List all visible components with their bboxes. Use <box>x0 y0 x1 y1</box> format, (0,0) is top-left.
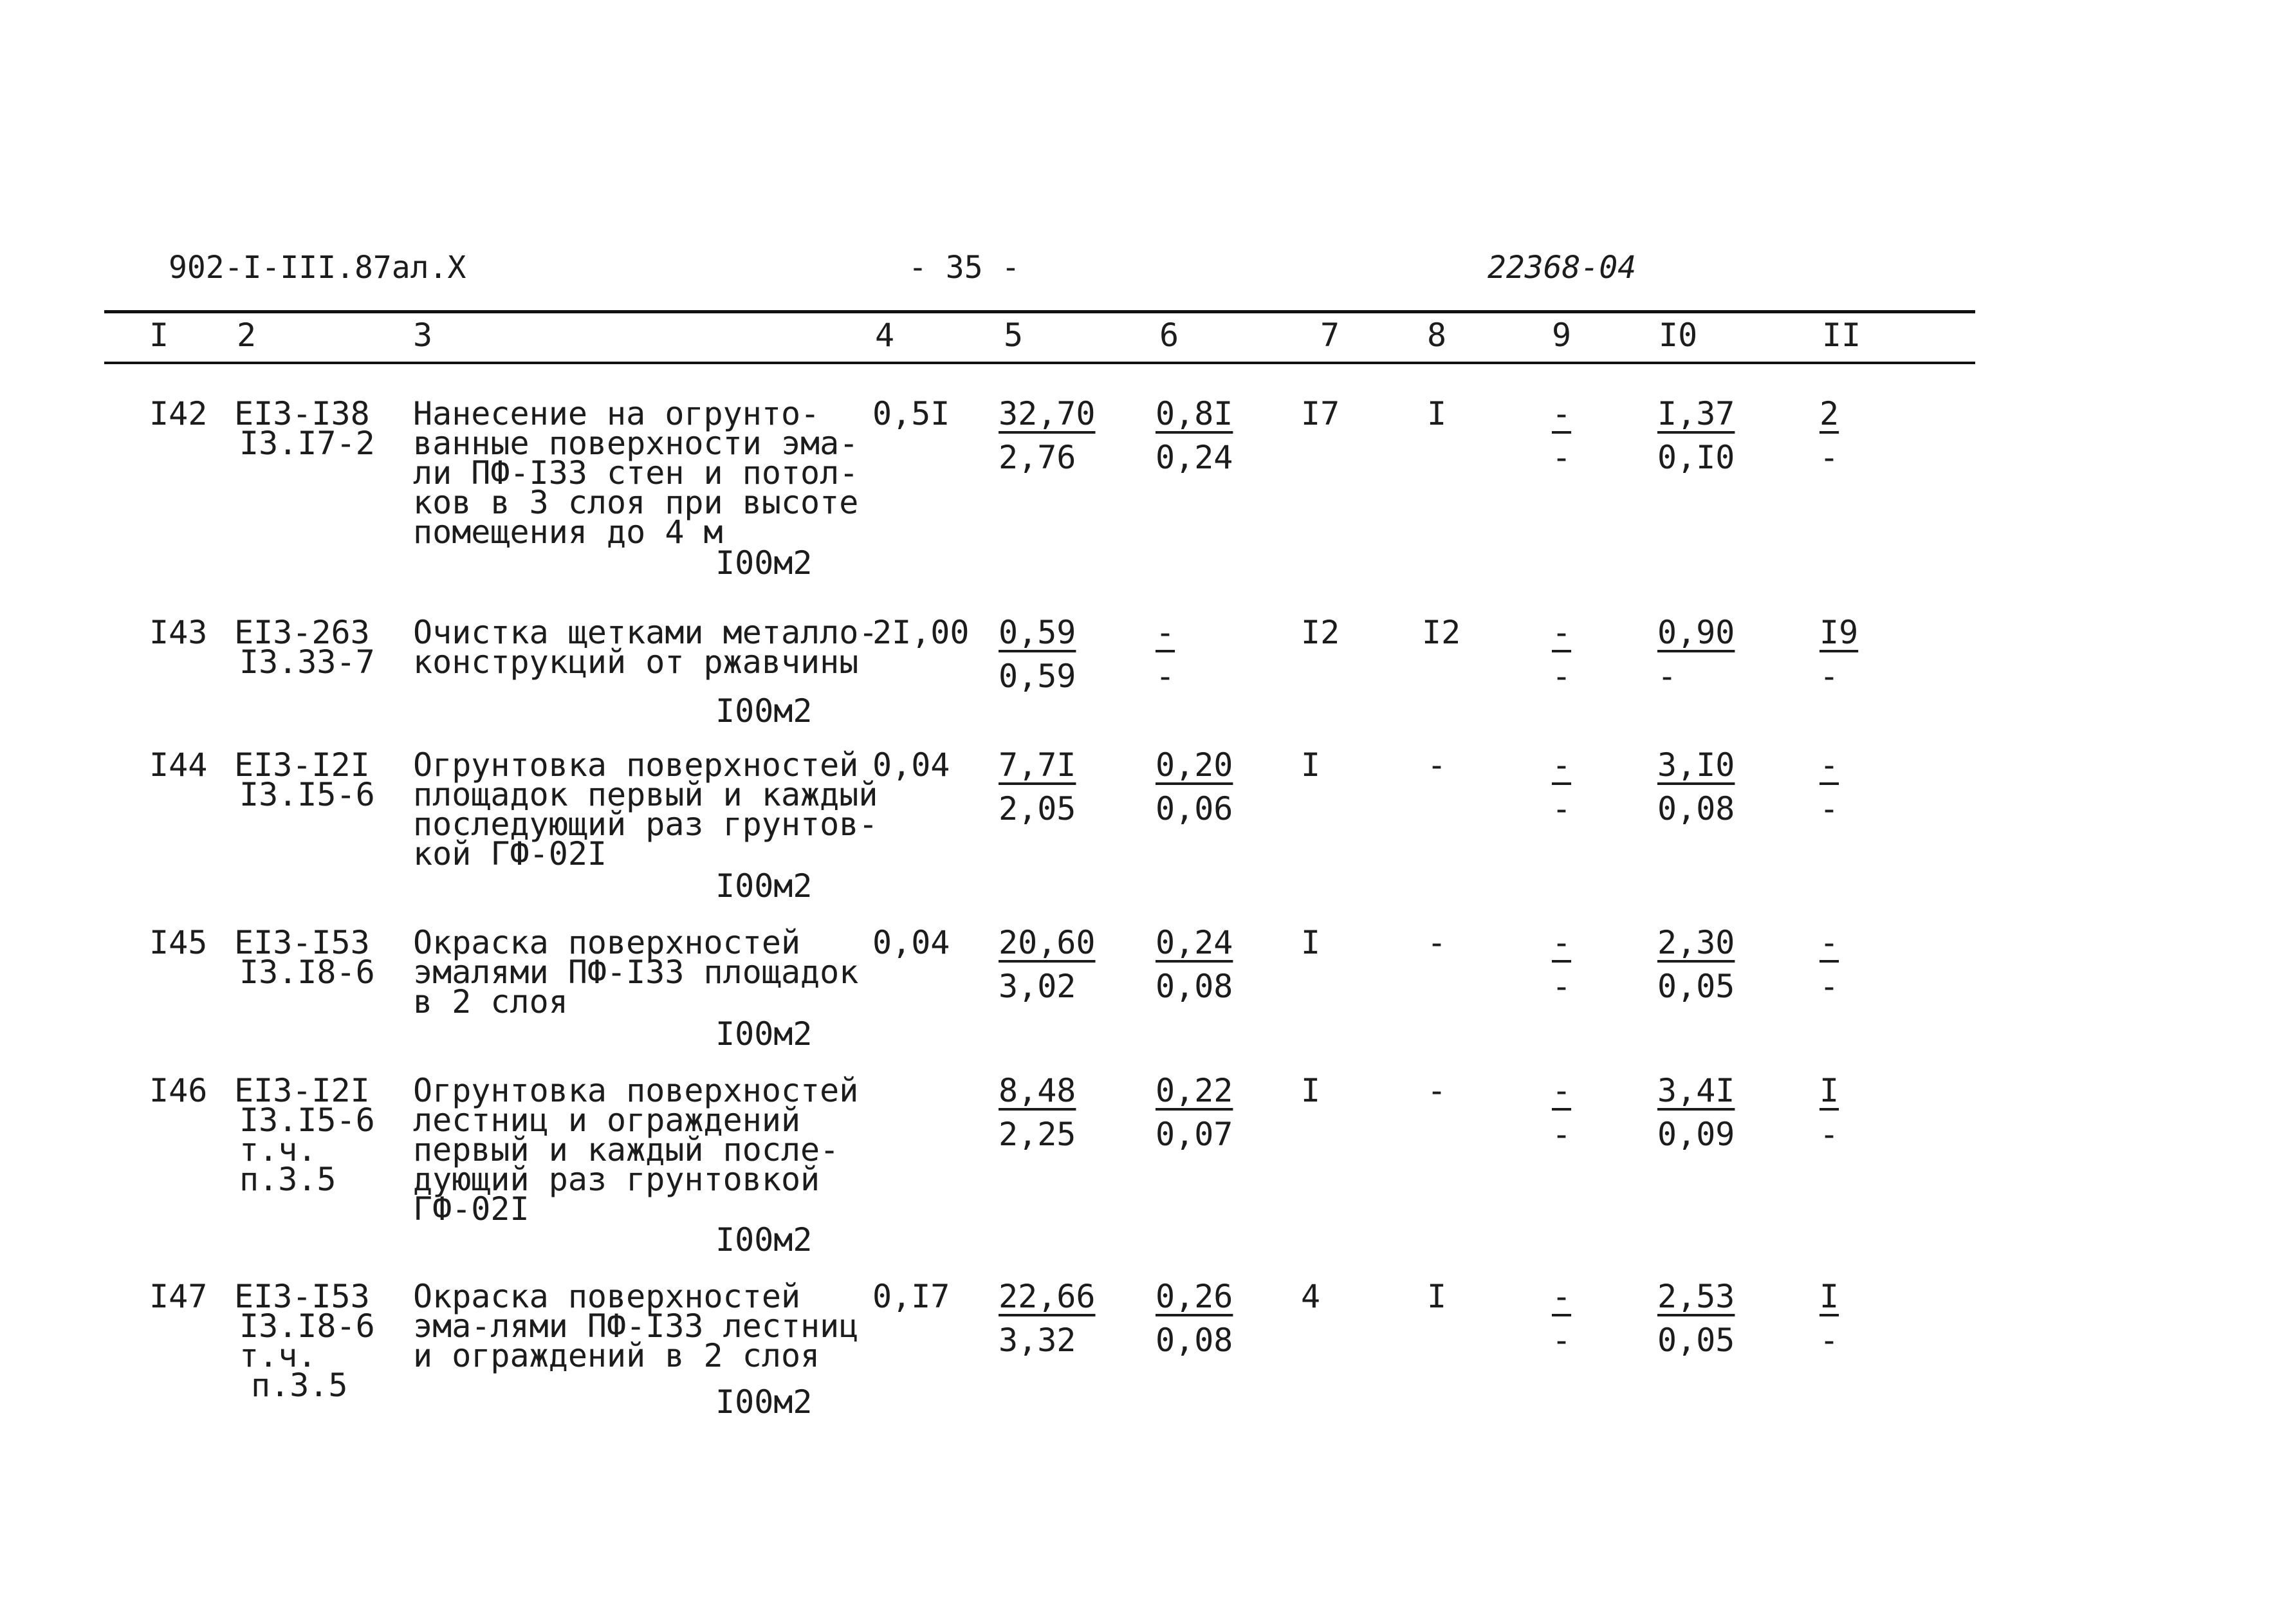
col5-value <box>999 746 1076 827</box>
column-header-6: 6 <box>1159 317 1179 354</box>
col6-top: 0,22 <box>1156 1072 1233 1109</box>
col8-value: - <box>1427 746 1447 784</box>
col6-bottom: 0,06 <box>1156 790 1233 827</box>
col5-top: 8,48 <box>999 1072 1076 1109</box>
col5-bottom: 2,25 <box>999 1116 1076 1153</box>
col11-value <box>1819 924 1839 1005</box>
rate-code-line: I3.I8-6 <box>239 954 375 991</box>
col10-bottom: 0,05 <box>1657 1322 1735 1359</box>
rate-code-line: ЕI3-I53 <box>234 1278 370 1315</box>
column-header-1: I <box>149 317 169 354</box>
work-description: Очистка щетками металло-конструкций от ржавчины <box>413 614 878 681</box>
col11-top: - <box>1819 924 1839 961</box>
rate-code-line: т.ч. <box>239 1337 317 1374</box>
work-description: Огрунтовка поверхностей лестниц и ограждений первый и каждый после-дующий раз грунтовкой ГФ-02I <box>413 1072 859 1228</box>
col6-bottom: 0,08 <box>1156 968 1233 1005</box>
col9-top: - <box>1552 924 1572 961</box>
rate-code <box>234 614 375 681</box>
col9-top: - <box>1552 746 1572 784</box>
col5-top: 0,59 <box>999 614 1076 651</box>
col10-value <box>1657 1278 1735 1359</box>
rate-code-line: п.3.5 <box>239 1161 336 1198</box>
work-description: Окраска поверхностей эма-лями ПФ-I33 лестниц и ограждений в 2 слоя <box>413 1278 859 1374</box>
unit-of-measure: I00м2 <box>715 1221 813 1259</box>
col5-value <box>999 1072 1076 1153</box>
col10-value <box>1657 746 1735 827</box>
col6-value <box>1156 614 1175 695</box>
page-number: - 35 - <box>908 250 1020 286</box>
col10-top: I,37 <box>1657 395 1735 432</box>
col6-top: 0,24 <box>1156 924 1233 961</box>
col8-value: I <box>1427 395 1447 432</box>
col11-bottom: - <box>1819 1116 1839 1153</box>
col6-value <box>1156 395 1233 476</box>
col10-value <box>1657 924 1735 1005</box>
table-top-rule <box>104 310 1975 313</box>
column-header-9: 9 <box>1552 317 1572 354</box>
col5-bottom: 3,32 <box>999 1322 1076 1359</box>
document-code: 902-I-III.87ал.X <box>169 250 466 286</box>
column-header-3: 3 <box>413 317 433 354</box>
col9-top: - <box>1552 395 1572 432</box>
col6-bottom: - <box>1156 658 1175 695</box>
col10-value <box>1657 614 1735 695</box>
quantity: 2I,00 <box>872 614 970 651</box>
rate-code-line: I3.I7-2 <box>239 425 375 462</box>
col11-top: - <box>1819 746 1839 784</box>
col9-bottom: - <box>1552 1322 1572 1359</box>
column-header-4: 4 <box>875 317 895 354</box>
col5-bottom: 3,02 <box>999 968 1076 1005</box>
col10-bottom: 0,08 <box>1657 790 1735 827</box>
work-description: Нанесение на огрунто-ванные поверхности эма-ли ПФ-I33 стен и потол-ков в 3 слоя при высоте помещения до 4 м <box>413 395 859 551</box>
col11-value <box>1819 614 1859 695</box>
col6-value <box>1156 924 1233 1005</box>
col10-value <box>1657 1072 1735 1153</box>
col6-top: - <box>1156 614 1175 651</box>
col10-top: 2,30 <box>1657 924 1735 961</box>
col7-value: I <box>1301 746 1321 784</box>
col9-top: - <box>1552 614 1572 651</box>
rate-code-line: ЕI3-I2I <box>234 1072 370 1109</box>
quantity: 0,04 <box>872 746 950 784</box>
col9-bottom: - <box>1552 1116 1572 1153</box>
col8-value: I2 <box>1422 614 1461 651</box>
row-number: I46 <box>149 1072 208 1109</box>
col11-bottom: - <box>1819 790 1839 827</box>
rate-code-line: I3.I8-6 <box>239 1307 375 1345</box>
rate-code <box>234 1072 375 1198</box>
work-description: Окраска поверхностей эмалями ПФ-I33 площадок в 2 слоя <box>413 924 859 1020</box>
col10-top: 3,4I <box>1657 1072 1735 1109</box>
col6-top: 0,20 <box>1156 746 1233 784</box>
col10-bottom: 0,I0 <box>1657 439 1735 476</box>
rate-code <box>234 924 375 991</box>
col5-top: 7,7I <box>999 746 1076 784</box>
unit-of-measure: I00м2 <box>715 692 813 730</box>
rate-code-line: т.ч. <box>239 1131 317 1168</box>
col9-value <box>1552 924 1572 1005</box>
row-number: I44 <box>149 746 208 784</box>
col11-bottom: - <box>1819 1322 1839 1359</box>
col9-bottom: - <box>1552 790 1572 827</box>
col11-bottom: - <box>1819 439 1839 476</box>
rate-code <box>234 395 375 462</box>
col6-value <box>1156 1072 1233 1153</box>
col9-value <box>1552 614 1572 695</box>
col11-value <box>1819 746 1839 827</box>
column-header-10: I0 <box>1659 317 1698 354</box>
unit-of-measure: I00м2 <box>715 544 813 582</box>
unit-of-measure: I00м2 <box>715 1383 813 1421</box>
col11-top: I <box>1819 1278 1839 1315</box>
col7-value: I <box>1301 924 1321 961</box>
col10-value <box>1657 395 1735 476</box>
col6-top: 0,26 <box>1156 1278 1233 1315</box>
col11-bottom: - <box>1819 658 1839 695</box>
col8-value: I <box>1427 1278 1447 1315</box>
column-header-2: 2 <box>237 317 257 354</box>
col5-top: 20,60 <box>999 924 1096 961</box>
col7-value: 4 <box>1301 1278 1321 1315</box>
col7-value: I7 <box>1301 395 1340 432</box>
col5-bottom: 2,76 <box>999 439 1076 476</box>
quantity: 0,5I <box>872 395 950 432</box>
col5-value <box>999 924 1096 1005</box>
rate-code <box>234 746 375 813</box>
col9-bottom: - <box>1552 658 1572 695</box>
col9-value <box>1552 1278 1572 1359</box>
col5-value <box>999 395 1096 476</box>
unit-of-measure: I00м2 <box>715 867 813 905</box>
col5-bottom: 0,59 <box>999 658 1076 695</box>
col9-bottom: - <box>1552 968 1572 1005</box>
col7-value: I <box>1301 1072 1321 1109</box>
col9-value <box>1552 1072 1572 1153</box>
col6-top: 0,8I <box>1156 395 1233 432</box>
work-description: Огрунтовка поверхностей площадок первый и каждый последующий раз грунтов-кой ГФ-02I <box>413 746 878 872</box>
col11-top: 2 <box>1819 395 1839 432</box>
row-number: I47 <box>149 1278 208 1315</box>
rate-code-line: ЕI3-263 <box>234 614 370 651</box>
col11-top: I9 <box>1819 614 1859 651</box>
col9-value <box>1552 395 1572 476</box>
rate-code <box>234 1278 375 1404</box>
col11-value <box>1819 395 1839 476</box>
col11-top: I <box>1819 1072 1839 1109</box>
col6-value <box>1156 1278 1233 1359</box>
col6-bottom: 0,08 <box>1156 1322 1233 1359</box>
col6-bottom: 0,07 <box>1156 1116 1233 1153</box>
col7-value: I2 <box>1301 614 1340 651</box>
col10-bottom: 0,05 <box>1657 968 1735 1005</box>
rate-code-line: ЕI3-I2I <box>234 746 370 784</box>
quantity: 0,I7 <box>872 1278 950 1315</box>
col11-value <box>1819 1072 1839 1153</box>
row-number: I45 <box>149 924 208 961</box>
table-header-rule <box>104 362 1975 364</box>
col10-bottom: 0,09 <box>1657 1116 1735 1153</box>
column-header-11: II <box>1822 317 1861 354</box>
col5-value <box>999 614 1076 695</box>
col9-top: - <box>1552 1072 1572 1109</box>
row-number: I43 <box>149 614 208 651</box>
col9-value <box>1552 746 1572 827</box>
col5-bottom: 2,05 <box>999 790 1076 827</box>
col10-bottom: - <box>1657 658 1677 695</box>
col9-bottom: - <box>1552 439 1572 476</box>
col6-bottom: 0,24 <box>1156 439 1233 476</box>
col5-top: 22,66 <box>999 1278 1096 1315</box>
col5-value <box>999 1278 1096 1359</box>
col8-value: - <box>1427 924 1447 961</box>
column-header-5: 5 <box>1004 317 1024 354</box>
col8-value: - <box>1427 1072 1447 1109</box>
rate-code-line: ЕI3-I53 <box>234 924 370 961</box>
rate-code-line: I3.33-7 <box>239 643 375 681</box>
unit-of-measure: I00м2 <box>715 1015 813 1053</box>
rate-code-line: п.3.5 <box>251 1367 348 1404</box>
rate-code-line: I3.I5-6 <box>239 1102 375 1139</box>
row-number: I42 <box>149 395 208 432</box>
col9-top: - <box>1552 1278 1572 1315</box>
col10-top: 0,90 <box>1657 614 1735 651</box>
col10-top: 3,I0 <box>1657 746 1735 784</box>
rate-code-line: ЕI3-I38 <box>234 395 370 432</box>
column-header-7: 7 <box>1320 317 1340 354</box>
col11-value <box>1819 1278 1839 1359</box>
col10-top: 2,53 <box>1657 1278 1735 1315</box>
quantity: 0,04 <box>872 924 950 961</box>
column-header-8: 8 <box>1427 317 1447 354</box>
order-number: 22368-04 <box>1488 250 1637 286</box>
col5-top: 32,70 <box>999 395 1096 432</box>
col11-bottom: - <box>1819 968 1839 1005</box>
col6-value <box>1156 746 1233 827</box>
rate-code-line: I3.I5-6 <box>239 776 375 813</box>
